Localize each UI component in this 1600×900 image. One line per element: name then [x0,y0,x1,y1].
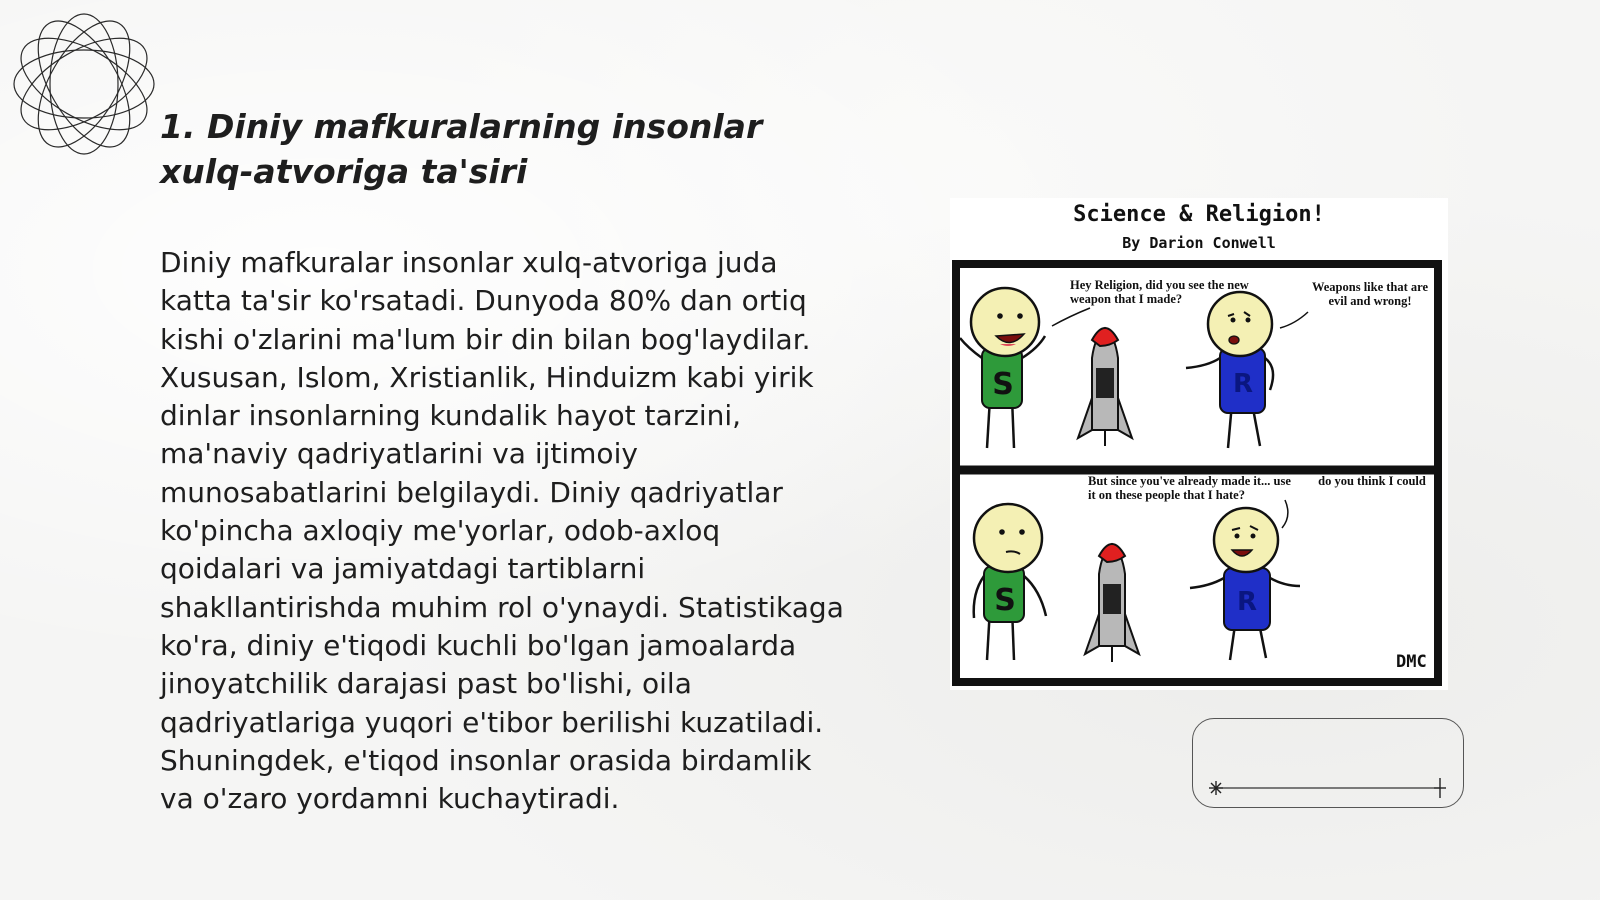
speech-bubble-panel1-left: Hey Religion, did you see the new weapon that I made? [1070,278,1249,306]
shirt-letter-r-panel2: R [1236,587,1258,617]
decorative-line [1192,718,1464,808]
speech-bubble-panel1-right: Weapons like that are evil and wrong! [1311,280,1429,308]
comic-author: By Darion Conwell [1122,234,1276,252]
ornament-graphic [8,8,160,160]
shirt-letter-r-panel1: R [1232,369,1254,399]
comic-signature: DMC [1396,652,1427,672]
speech-bubble-panel2-left: But since you've already made it... use it on these people that I hate? [1088,474,1291,502]
comic-image [950,198,1448,690]
comic-title: Science & Religion! [1073,202,1325,227]
speech-bubble-panel2-right: do you think I could [1318,474,1426,488]
slide-title: 1. Diniy mafkuralarning insonlar xulq-atvoriga ta'siri [160,107,763,191]
slide-body-text: Diniy mafkuralar insonlar xulq-atvoriga juda katta ta'sir ko'rsatadi. Dunyoda 80% dan ortiq kishi o'zlarini ma'lum bir din bilan bog'laydilar. Xususan, Islom, Xristianlik, Hinduizm kabi yirik dinlar insonlarning kundalik hayot tarzini, ma'naviy qadriyatlarini va ijtimoiy munosabatlarini belgilaydi. Diniy qadriyatlar ko'pincha axloqiy me'yorlar, odob-axloq qoidalari va jamiyatdagi tartiblarni shakllantirishda muhim rol o'ynaydi. Statistikaga ko'ra, diniy e'tiqodi kuchli bo'lgan jamoalarda jinoyatchilik darajasi past bo'lishi, oila qadriyatlariga yuqori e'tibor berilishi kuzatiladi. Shuningdek, e'tiqod insonlar orasida birdamlik va o'zaro yordamni kuchaytiradi. [160,246,844,816]
shirt-letter-s-panel2: S [994,583,1016,618]
comic-drawing [950,198,1448,690]
shirt-letter-s-panel1: S [992,367,1014,402]
